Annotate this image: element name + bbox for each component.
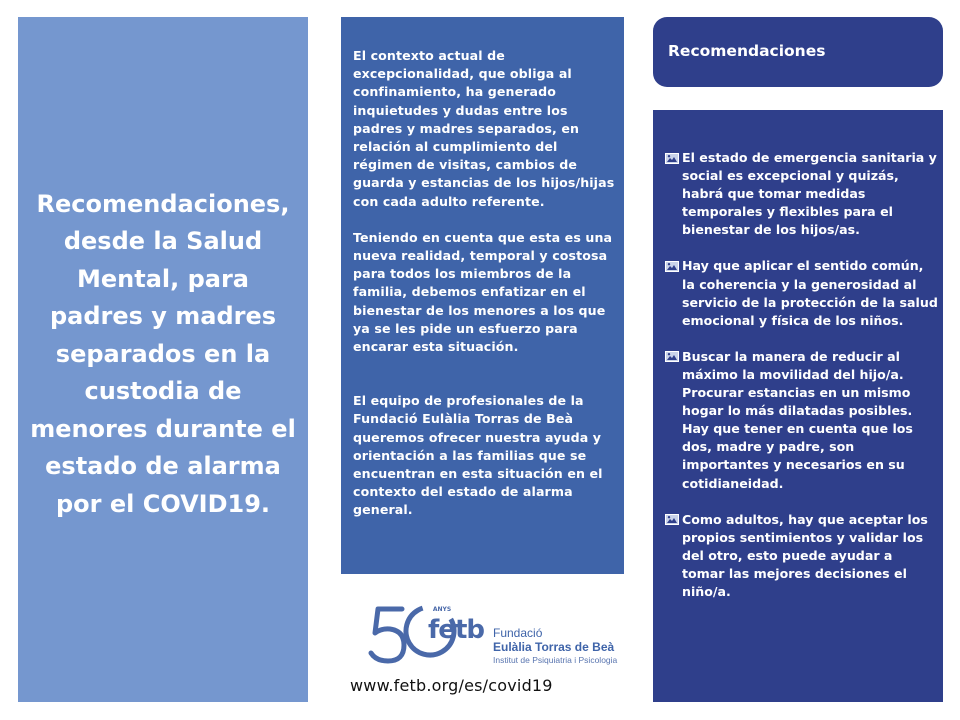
context-paragraph: El contexto actual de excepcionalidad, que obliga al confinamiento, ha generado inquietudes y dudas entre los padres y madres separados, en relación al cumplimiento del régimen de visitas, cambios de guarda y estancias de los hijos/hijas con cada adulto referente.	[353, 48, 615, 209]
logo-acronym: fetb	[428, 615, 484, 645]
image-placeholder-icon	[665, 149, 682, 167]
recommendation-text: Hay que aplicar el sentido común, la coherencia y la generosidad al servicio de la protección de la salud emocional y física de los niños.	[682, 258, 938, 328]
context-panel	[341, 17, 624, 574]
logo-org-line3: Institut de Psiquiatria i Psicologia	[493, 655, 618, 665]
recommendation-text: Como adultos, hay que aceptar los propios sentimientos y validar los del otro, esto puede ayudar a tomar las mejores decisiones el niño/a.	[682, 511, 928, 599]
recommendation-item	[665, 149, 939, 239]
image-placeholder-icon	[665, 511, 682, 529]
recommendation-text: Buscar la manera de reducir al máximo la movilidad del hijo/a. Procurar estancias en un mismo hogar lo más dilatadas posibles. Hay que tener en cuenta que los dos, madre y padre, son importantes y necesarios en su cotidianeidad.	[682, 348, 913, 491]
logo-org-line2: Eulàlia Torras de Beà	[493, 640, 615, 654]
website-link[interactable]: www.fetb.org/es/covid19	[350, 676, 553, 695]
logo-org-line1: Fundació	[493, 626, 543, 640]
logo-five-glyph	[368, 603, 408, 665]
title-panel	[18, 17, 308, 702]
main-title: Recomendaciones, desde la Salud Mental, para padres y madres separados en la custodia de menores durante el estado de alarma por el COVID19.	[30, 189, 296, 518]
recommendations-panel	[653, 110, 943, 702]
fetb-logo	[368, 601, 618, 667]
context-paragraph: Teniendo en cuenta que esta es una nueva realidad, temporal y costosa para todos los miembros de la familia, debemos enfatizar en el bienestar de los menores a los que ya se les pide un esfuerzo para encarar esta situación.	[353, 229, 613, 355]
image-placeholder-icon	[665, 348, 682, 366]
recommendation-item	[665, 257, 939, 329]
image-placeholder-icon	[665, 257, 682, 275]
recommendation-item	[665, 511, 939, 601]
recommendations-header	[653, 17, 943, 87]
recommendation-item	[665, 348, 939, 493]
recommendation-text: El estado de emergencia sanitaria y social es excepcional y quizás, habrá que tomar medidas temporales y flexibles para el bienestar de los hijos/as.	[682, 150, 937, 238]
recommendations-header-label: Recomendaciones	[668, 42, 826, 60]
logo-anys: ANYS	[432, 606, 452, 613]
context-paragraph: El equipo de profesionales de la Fundació Eulàlia Torras de Beà queremos ofrecer nuestra ayuda y orientación a las familias que se encuentran en esta situación en el contexto del estado de alarma general.	[353, 393, 603, 518]
